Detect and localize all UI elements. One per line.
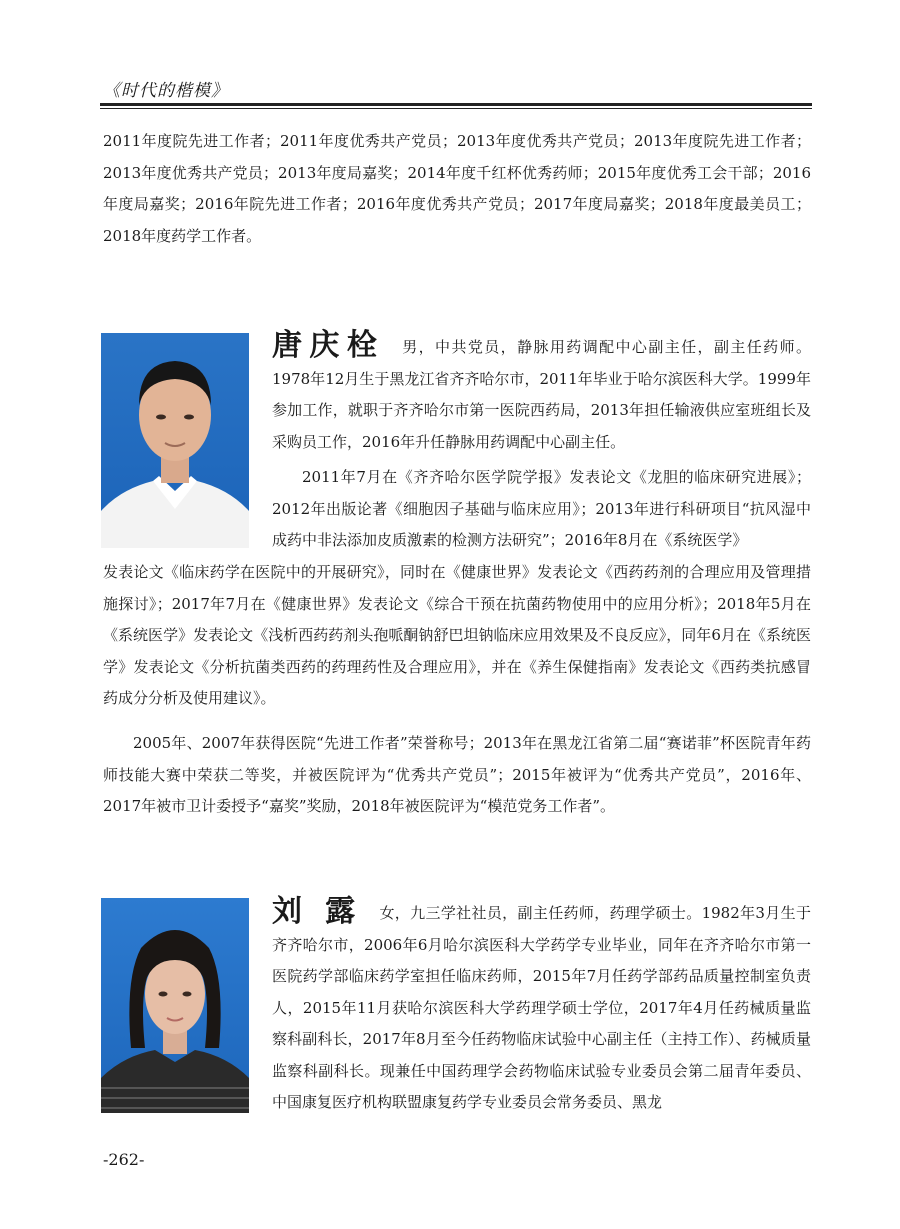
liu-bio-text: 女，九三学社社员，副主任药师，药理学硕士。1982年3月生于齐齐哈尔市，2006年6月哈尔滨医科大学药学专业毕业，同年在齐齐哈尔市第一医院药学部临床药学室担任临床药师，2015年7月任药学部药品质量控制室负责人，2015年11月获哈尔滨医科大学药理学硕士学位，2017年4月任药械质量监察科副科长，2017年8月至今任药物临床试验中心副主任（主持工作）、药械质量监察科副科长。现兼任中国药理学会药物临床试验专业委员会第二届青年委员、中国康复医疗机构联盟康复药学专业委员会常务委员、黑龙 [272,904,811,1111]
book-title: 《时代的楷模》 [103,81,229,101]
intro-awards-paragraph: 2011年度院先进工作者；2011年度优秀共产党员；2013年度优秀共产党员；2013年度院先进工作者；2013年度优秀共产党员；2013年度局嘉奖；2014年度千红杯优秀药师；2015年度优秀工会干部；2016年度局嘉奖；2016年院先进工作者；2016年度优秀共产党员；2017年度局嘉奖；2018年度最美员工；2018年度药学工作者。 [103,132,811,245]
tang-publications-paragraph-a: 2011年7月在《齐齐哈尔医学院学报》发表论文《龙胆的临床研究进展》；2012年出版论著《细胞因子基础与临床应用》；2013年进行科研项目“抗风湿中成药中非法添加皮质激素的检测方法研究”；2016年8月在《系统医学》 [272,468,811,549]
page-number: -262- [103,1150,145,1169]
liu-bio-paragraph [272,896,811,1119]
person-name-liu: 刘 露 [272,894,362,929]
header-rule-thick [100,103,812,106]
header-rule-thin [100,108,812,109]
tang-bio-text: 男，中共党员，静脉用药调配中心副主任，副主任药师。1978年12月生于黑龙江省齐齐哈尔市，2011年毕业于哈尔滨医科大学。1999年参加工作，就职于齐齐哈尔市第一医院西药局，2013年担任输液供应室班组长及采购员工作，2016年升任静脉用药调配中心副主任。 [272,338,812,451]
portrait-figure-female [101,898,249,1113]
tang-publications-paragraph-b: 发表论文《临床药学在医院中的开展研究》，同时在《健康世界》发表论文《西药药剂的合理应用及管理措施探讨》；2017年7月在《健康世界》发表论文《综合干预在抗菌药物使用中的应用分析》；2018年5月在《系统医学》发表论文《浅析西药药剂头孢哌酮钠舒巴坦钠临床应用效果及不良反应》，同年6月在《系统医学》发表论文《分析抗菌类西药的药理药性及合理应用》，并在《养生保健指南》发表论文《西药类抗感冒药成分分析及使用建议》。 [103,563,811,707]
person-name-tang: 唐庆栓 [272,328,385,363]
tang-bio-paragraph [272,330,811,458]
tang-honors-paragraph: 2005年、2007年获得医院“先进工作者”荣誉称号；2013年在黑龙江省第二届“赛诺菲”杯医院青年药师技能大赛中荣获二等奖，并被医院评为“优秀共产党员”；2015年被评为“优秀共产党员”，2016年、2017年被市卫计委授予“嘉奖”奖励，2018年被医院评为“模范党务工作者”。 [103,734,811,815]
portrait-photo-liu [101,898,249,1113]
portrait-figure-male [101,333,249,548]
portrait-photo-tang [101,333,249,548]
